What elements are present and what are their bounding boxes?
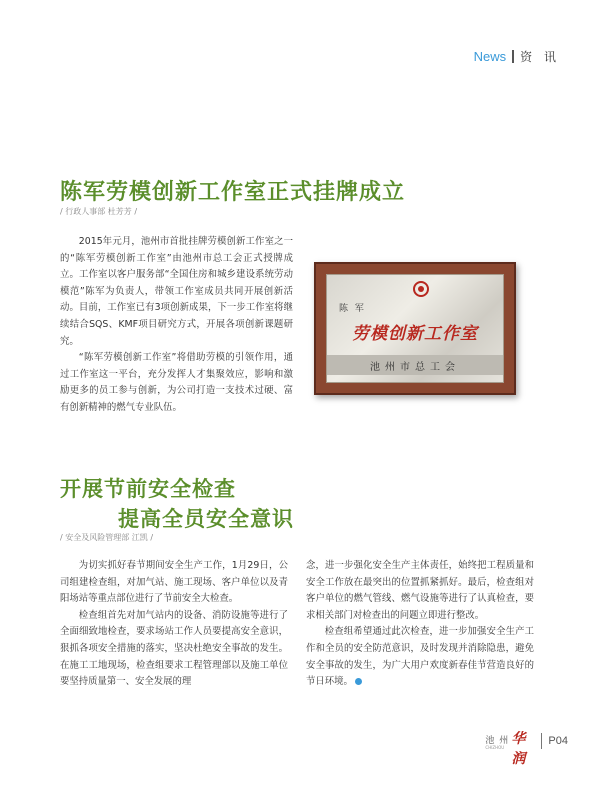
page-number: P04 — [548, 735, 568, 747]
section-label-cn: 资 讯 — [520, 50, 560, 64]
article2-body-left — [60, 558, 288, 691]
page-footer — [485, 730, 568, 767]
article2-title-line1: 开展节前安全检查 — [60, 477, 236, 501]
plaque-photo — [314, 262, 516, 395]
article1-body — [60, 234, 293, 417]
article2-byline: / 安全及风险管理部 江凯 / — [60, 533, 154, 542]
logo-city: 池 州 — [485, 736, 510, 746]
article2-right-paragraph-2 — [306, 624, 534, 690]
article1-title: 陈军劳模创新工作室正式挂牌成立 — [60, 180, 406, 205]
article1-byline: / 行政人事部 杜芳芳 / — [60, 207, 138, 216]
article1-paragraph-2: “陈军劳模创新工作室”将借助劳模的引领作用，通过工作室这一平台，充分发挥人才集聚效应，影响和激励更多的员工参与创新，为公司打造一支技术过硬、富有创新精神的燃气专业队伍。 — [60, 352, 293, 413]
plaque-title: 劳模创新工作室 — [352, 324, 478, 344]
article2-title-line2: 提高全员安全意识 — [118, 507, 294, 531]
section-label-en: News — [473, 49, 507, 64]
section-divider — [512, 50, 514, 63]
union-emblem-icon — [413, 281, 429, 297]
plaque-name: 陈 军 — [339, 304, 366, 314]
article2-body-right — [306, 558, 534, 691]
article2-right-paragraph-1: 念，进一步强化安全生产主体责任，始终把工程质量和安全工作放在最突出的位置抓紧抓好。最后，检查组对客户单位的燃气管线、燃气设施等进行了认真检查，要求相关部门对检查出的问题立即进行整改。 — [306, 560, 534, 621]
article2-right-paragraph-2-text: 检查组希望通过此次检查，进一步加强安全生产工作和全员的安全防范意识，及时发现并消除隐患，避免安全事故的发生，为广大用户欢度新春佳节营造良好的节日环境。 — [306, 626, 534, 688]
magazine-logo — [485, 730, 535, 767]
section-header — [474, 48, 560, 65]
footer-divider — [541, 733, 542, 749]
article2-left-paragraph-2: 检查组首先对加气站内的设备、消防设施等进行了全面细致地检查，要求场站工作人员要提高安全意识，狠抓各项安全措施的落实，坚决杜绝安全事故的发生。在施工工地现场，检查组要求工程管理部以及施工单位要坚持质量第一、安全发展的理 — [60, 609, 288, 688]
article1-paragraph-1: 2015年元月，池州市首批挂牌劳模创新工作室之一的“陈军劳模创新工作室”由池州市总工会正式授牌成立。工作室以客户服务部“全国住房和城乡建设系统劳动模范”陈军为负责人，带领工作室成员共同开展创新活动。目前，工作室已有3项创新成果，下一步工作室将继续结合SQS、KMF项目研究方式，开展各项创新课题研究。 — [60, 236, 293, 347]
plaque-org: 池州市总工会 — [370, 362, 460, 373]
end-mark-icon — [355, 678, 362, 685]
article2-left-paragraph-1: 为切实抓好春节期间安全生产工作，1月29日，公司组建检查组，对加气站、施工现场、客户单位以及青阳场站等重点部位进行了节前安全大检查。 — [60, 560, 288, 605]
logo-en: CHIZHOU — [485, 745, 505, 750]
logo-mark: 华润 — [511, 731, 526, 767]
